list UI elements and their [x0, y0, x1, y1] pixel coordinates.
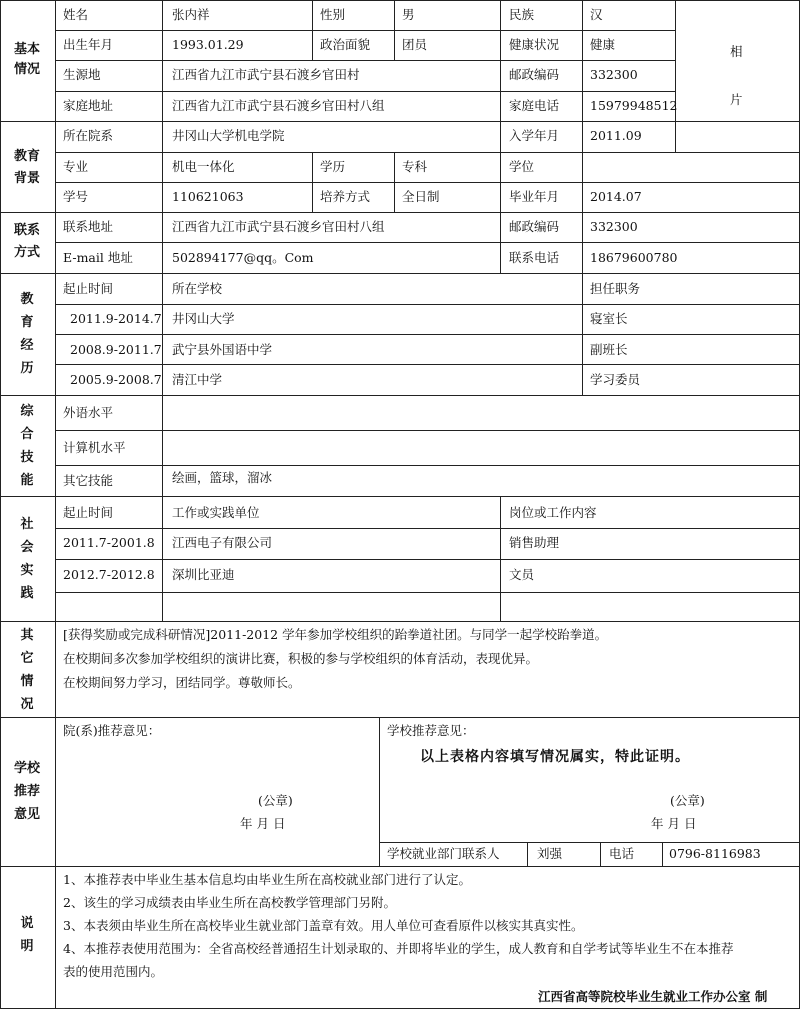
- enroll-label: 入学年月: [509, 128, 560, 143]
- col-line: [500, 496, 501, 621]
- sep: [0, 212, 800, 213]
- note-line: 1、本推荐表中毕业生基本信息均由毕业生所在高校就业部门进行了认定。: [63, 872, 471, 887]
- study-mode-label: 培养方式: [320, 189, 371, 204]
- practice-job: 文员: [509, 567, 535, 582]
- practice-unit: 深圳比亚迪: [172, 567, 235, 582]
- sep: [0, 395, 800, 396]
- other-line: [获得奖励或完成科研情况]2011-2012 学年参加学校组织的跆拳道社团。与同学一起学校跆拳道。: [63, 627, 608, 642]
- history-col-period: 起止时间: [63, 281, 114, 296]
- certification-statement: 以上表格内容填写情况属实，特此证明。: [420, 749, 690, 765]
- origin-value: 江西省九江市武宁县石渡乡官田村: [172, 67, 360, 82]
- col-line: [582, 273, 583, 395]
- enroll-value: 2011.09: [590, 128, 642, 143]
- note-line: 2、该生的学习成绩表由毕业生所在高校教学管理部门另附。: [63, 895, 396, 910]
- other-skills-label: 其它技能: [63, 473, 114, 488]
- dept-recommend-title: 院(系)推荐意见：: [63, 723, 161, 738]
- study-mode-value: 全日制: [402, 189, 440, 204]
- sep: [0, 273, 800, 274]
- history-col-school: 所在学校: [172, 281, 223, 296]
- employment-tel-value: 0796-8116983: [669, 846, 761, 861]
- school-seal: (公章): [670, 793, 705, 808]
- col-line: [162, 496, 163, 621]
- gender-value: 男: [402, 7, 415, 22]
- name-value: 张内祥: [172, 7, 210, 22]
- student-id-value: 110621063: [172, 189, 244, 204]
- col-line: [379, 717, 380, 866]
- note-line: 表的使用范围内。: [63, 964, 164, 979]
- history-role: 寝室长: [590, 311, 628, 326]
- contact-address-value: 江西省九江市武宁县石渡乡官田村八组: [172, 219, 385, 234]
- health-label: 健康状况: [509, 37, 560, 52]
- col-line: [600, 842, 601, 866]
- history-period: 2005.9-2008.7: [70, 372, 162, 387]
- sep: [0, 866, 800, 867]
- dept-value: 井冈山大学机电学院: [172, 128, 285, 143]
- photo-placeholder-char2: 片: [730, 92, 743, 107]
- history-school: 清江中学: [172, 372, 223, 387]
- contact-phone-value: 18679600780: [590, 250, 678, 265]
- section-skills: 综 合 技 能: [20, 404, 34, 488]
- section-recommend: 学校 推荐 意见: [13, 761, 40, 822]
- sep: [0, 717, 800, 718]
- computer-level-label: 计算机水平: [63, 440, 126, 455]
- email-value: 502894177@qq。Com: [172, 250, 314, 265]
- dept-date: 年 月 日: [240, 816, 286, 831]
- section-notes: 说 明: [20, 916, 34, 954]
- postcode-value: 332300: [590, 67, 638, 82]
- row-line: [55, 364, 800, 365]
- history-col-role: 担任职务: [590, 281, 641, 296]
- photo-placeholder-char1: 相: [730, 44, 743, 59]
- border-top: [0, 0, 800, 1]
- practice-col-period: 起止时间: [63, 505, 114, 520]
- col-line: [312, 0, 313, 60]
- home-phone-value: 15979948512: [590, 98, 678, 113]
- degree-label: 学历: [320, 159, 346, 174]
- address-value: 江西省九江市武宁县石渡乡官田村八组: [172, 98, 385, 113]
- row-line: [55, 528, 800, 529]
- contact-phone-label: 联系电话: [509, 250, 560, 265]
- row-line: [55, 559, 800, 560]
- academic-degree-label: 学位: [509, 159, 535, 174]
- other-line: 在校期间努力学习，团结同学。尊敬师长。: [63, 675, 301, 690]
- photo-col-line: [675, 0, 676, 152]
- address-label: 家庭地址: [63, 98, 114, 113]
- dept-seal: (公章): [258, 793, 293, 808]
- section-education: 教育背景: [13, 149, 40, 186]
- contact-postcode-value: 332300: [590, 219, 638, 234]
- col-line: [162, 121, 163, 212]
- row-line: [55, 182, 800, 183]
- history-role: 学习委员: [590, 372, 641, 387]
- row-line: [55, 465, 800, 466]
- col-line: [527, 842, 528, 866]
- graduation-label: 毕业年月: [509, 189, 560, 204]
- section-other: 其 它 情 况: [20, 628, 34, 712]
- name-label: 姓名: [63, 7, 89, 22]
- email-label: E-mail 地址: [63, 250, 133, 265]
- employment-tel-label: 电话: [609, 846, 635, 861]
- history-school: 井冈山大学: [172, 311, 235, 326]
- practice-period: 2011.7-2001.8: [63, 535, 155, 550]
- row-line: [55, 592, 800, 593]
- col-line: [162, 0, 163, 121]
- border-bottom: [0, 1008, 800, 1009]
- origin-label: 生源地: [63, 67, 101, 82]
- practice-job: 销售助理: [509, 535, 560, 550]
- practice-col-job: 岗位或工作内容: [509, 505, 597, 520]
- col-line: [582, 212, 583, 273]
- contact-address-label: 联系地址: [63, 219, 114, 234]
- other-line: 在校期间多次参加学校组织的演讲比赛，积极的参与学校组织的体育活动，表现优异。: [63, 651, 539, 666]
- political-label: 政治面貌: [320, 37, 371, 52]
- row-line: [55, 242, 800, 243]
- col-line: [394, 0, 395, 60]
- section-practice: 社 会 实 践: [20, 517, 34, 601]
- gender-label: 性别: [320, 7, 346, 22]
- school-recommend-title: 学校推荐意见：: [387, 723, 475, 738]
- contact-postcode-label: 邮政编码: [509, 219, 560, 234]
- history-school: 武宁县外国语中学: [172, 342, 273, 357]
- row-line: [379, 842, 800, 843]
- major-label: 专业: [63, 159, 89, 174]
- col-line: [500, 212, 501, 273]
- row-line: [55, 334, 800, 335]
- employment-contact-name: 刘强: [537, 846, 563, 861]
- practice-period: 2012.7-2012.8: [63, 567, 155, 582]
- col-line: [312, 152, 313, 212]
- home-phone-label: 家庭电话: [509, 98, 560, 113]
- major-value: 机电一体化: [172, 159, 235, 174]
- history-period: 2008.9-2011.7: [70, 342, 162, 357]
- col-line: [500, 121, 501, 212]
- ethnicity-value: 汉: [590, 7, 603, 22]
- col-line: [582, 0, 583, 121]
- sep: [0, 621, 800, 622]
- col-line: [582, 121, 583, 212]
- dob-label: 出生年月: [63, 37, 114, 52]
- graduation-value: 2014.07: [590, 189, 642, 204]
- history-role: 副班长: [590, 342, 628, 357]
- employment-contact-label: 学校就业部门联系人: [387, 846, 500, 861]
- row-line: [55, 152, 800, 153]
- section-contact: 联系方式: [13, 223, 40, 260]
- note-line: 3、本表须由毕业生所在高校毕业生就业部门盖章有效。用人单位可查看原件以核实其真实性。: [63, 918, 584, 933]
- dob-value: 1993.01.29: [172, 37, 244, 52]
- section-history: 教 育 经 历: [20, 292, 34, 376]
- foreign-language-label: 外语水平: [63, 405, 114, 420]
- political-value: 团员: [402, 37, 428, 52]
- health-value: 健康: [590, 37, 616, 52]
- col-line: [394, 152, 395, 212]
- dept-label: 所在院系: [63, 128, 114, 143]
- postcode-label: 邮政编码: [509, 67, 560, 82]
- issuer-footer: 江西省高等院校毕业生就业工作办公室 制: [538, 989, 768, 1004]
- sep: [0, 496, 800, 497]
- col-line: [162, 273, 163, 395]
- practice-col-unit: 工作或实践单位: [172, 505, 260, 520]
- sep: [0, 121, 800, 122]
- row-line: [55, 430, 800, 431]
- col-line: [162, 212, 163, 273]
- col-line: [662, 842, 663, 866]
- section-basic: 基本情况: [13, 42, 40, 77]
- row-line: [55, 304, 800, 305]
- history-period: 2011.9-2014.7: [70, 311, 162, 326]
- student-id-label: 学号: [63, 189, 89, 204]
- col-line: [500, 0, 501, 121]
- other-skills-value: 绘画，篮球，溜冰: [172, 470, 273, 485]
- note-line: 4、本推荐表使用范围为：全省高校经普通招生计划录取的、并即将毕业的学生，成人教育和自学考试等毕业生不在本推荐: [63, 941, 734, 956]
- ethnicity-label: 民族: [509, 7, 535, 22]
- school-date: 年 月 日: [651, 816, 697, 831]
- degree-value: 专科: [402, 159, 428, 174]
- practice-unit: 江西电子有限公司: [172, 535, 273, 550]
- col-line: [162, 395, 163, 496]
